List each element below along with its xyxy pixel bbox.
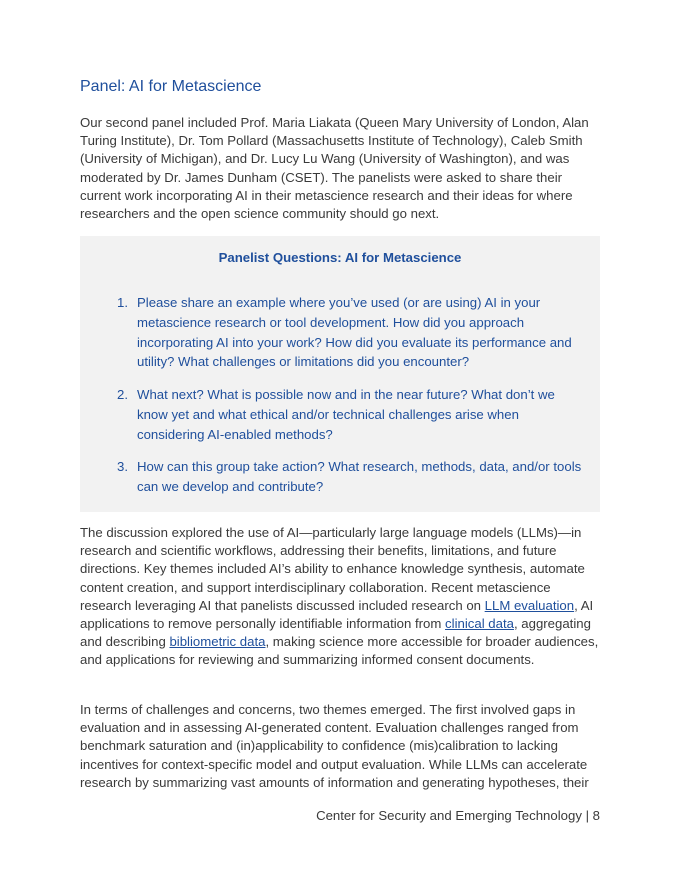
question-number: 3. bbox=[117, 459, 128, 474]
clinical-data-link[interactable]: clinical data bbox=[445, 616, 514, 632]
llm-evaluation-link[interactable]: LLM evaluation bbox=[484, 597, 575, 613]
bibliometric-data-link[interactable]: bibliometric data bbox=[169, 634, 266, 650]
discussion-paragraph bbox=[80, 524, 600, 670]
discussion-text: The discussion explored the use of AI—particularly large language models (LLMs)—in research and scientific workflows, addressing their benefits, limitations, and future directions. Key themes included AI’s ability to enhance knowledge synthesis, automate content creation, and support interdisciplinary collaboration. Recent metascience research leveraging AI that panelists discussed included research on bbox=[80, 525, 585, 613]
challenges-paragraph: In terms of challenges and concerns, two themes emerged. The first involved gaps in evaluation and in assessing AI-generated content. Evaluation challenges ranged from benchmark saturation and (in)applicability to confidence (mis)calibration to lacking incentives for context-specific model and output evaluation. While LLMs can accelerate research by summarizing vast amounts of information and generating hypotheses, their bbox=[80, 702, 589, 790]
section-title: Panel: AI for Metascience bbox=[80, 78, 262, 95]
question-number: 1. bbox=[117, 295, 128, 310]
discussion-text: , AI applications to remove personally identifiable information from bbox=[80, 597, 594, 632]
intro-paragraph: Our second panel included Prof. Maria Liakata (Queen Mary University of London, Alan Turing Institute), Dr. Tom Pollard (Massachusetts Institute of Technology), Caleb Smith (University of Michigan), and Dr. Lucy Lu Wang (University of Washington), and was moderated by Dr. James Dunham (CSET). The panelists were asked to share their current work incorporating AI in their metascience research and their ideas for where researchers and the open science community should go next. bbox=[80, 115, 589, 222]
page-footer: Center for Security and Emerging Technology | 8 bbox=[316, 808, 600, 823]
discussion-text: , making science more accessible for broader audiences, and applications for reviewing and summarizing informed consent documents. bbox=[80, 634, 599, 668]
discussion-text: , aggregating and describing bbox=[80, 616, 591, 650]
question-text: Please share an example where you’ve used (or are using) AI in your metascience research or tool development. How did you approach incorporating AI into your work? How did you evaluate its performance and utility? What challenges or limitations did you encounter? bbox=[137, 295, 572, 370]
panelist-questions-box bbox=[80, 236, 600, 512]
question-text: How can this group take action? What research, methods, data, and/or tools can we develop and contribute? bbox=[137, 459, 582, 494]
question-number: 2. bbox=[117, 387, 128, 402]
callout-title: Panelist Questions: AI for Metascience bbox=[218, 250, 462, 265]
question-text: What next? What is possible now and in the near future? What don’t we know yet and what ethical and/or technical challenges arise when considering AI-enabled methods? bbox=[137, 387, 555, 442]
